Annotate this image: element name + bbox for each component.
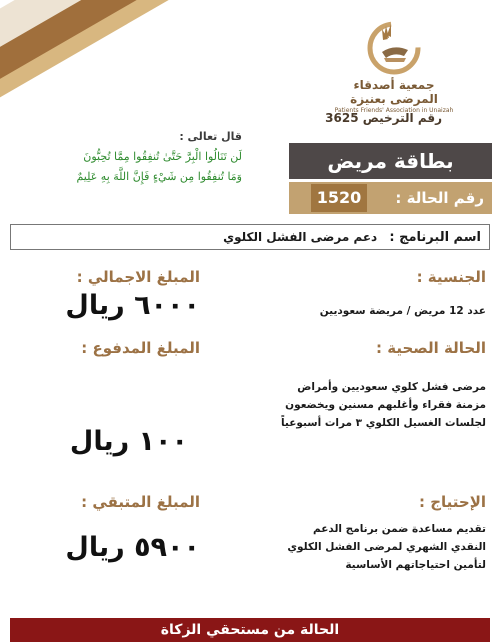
total-amount-value: ٦٠٠٠ ريال (65, 290, 200, 321)
nationality-text: عدد 12 مريض / مريضة سعوديين (319, 305, 486, 317)
need-line-3: لتأمين احتياجاتهم الأساسية (345, 559, 486, 571)
case-number-value: 1520 (311, 184, 367, 212)
remaining-amount-value: ٥٩٠٠ ريال (65, 532, 200, 563)
association-logo (334, 20, 454, 114)
health-heading: الحالة الصحية : (376, 339, 486, 357)
verse-intro: قال تعالى : (179, 130, 242, 143)
remaining-amount-label: المبلغ المتبقي : (81, 493, 200, 511)
health-line-3: لجلسات الغسيل الكلوي ٣ مرات أسبوعياً (280, 417, 486, 429)
decorative-corner-bands (0, 0, 240, 110)
zakat-eligibility-banner: الحالة من مستحقي الزكاة (10, 618, 490, 642)
paid-amount-label: المبلغ المدفوع : (81, 339, 200, 357)
association-name-ar: جمعية أصدقاء المرضى بعنيزة (350, 78, 438, 106)
case-number-row (289, 182, 492, 214)
total-amount-label: المبلغ الاجمالي : (76, 268, 200, 286)
paid-amount-value: ١٠٠ ريال (69, 426, 188, 457)
health-text (281, 378, 486, 432)
verse-line-2: وَمَا تُنفِقُوا مِن شَيْءٍ فَإِنَّ اللَّهَ بِهِ عَلِيمٌ (76, 170, 242, 183)
license-label: رقم الترخيص (362, 111, 442, 125)
license-number (325, 111, 442, 125)
license-value: 3625 (325, 111, 359, 125)
card-title: بطاقة مريض (289, 143, 492, 179)
verse-line-1: لَن تَنَالُوا الْبِرَّ حَتَّىٰ تُنفِقُوا مِمَّا تُحِبُّونَ (83, 150, 242, 163)
case-number-label: رقم الحالة : (395, 189, 484, 207)
handshake-logo-icon (364, 20, 424, 76)
program-row (10, 224, 490, 250)
health-line-2: مزمنة فقراء وأغلبهم مسنين ويخضعون (285, 399, 486, 411)
program-label: اسم البرنامج : (389, 230, 481, 245)
association-name-en: Patients Friends' Association in Unaizah (334, 107, 454, 114)
nationality-heading: الجنسية : (416, 268, 486, 286)
need-line-1: تقديم مساعدة ضمن برنامج الدعم (312, 523, 486, 535)
program-value: دعم مرضى الفشل الكلوي (223, 230, 378, 244)
health-line-1: مرضى فشل كلوي سعوديين وأمراض (297, 381, 486, 393)
need-heading: الإحتياج : (418, 493, 486, 511)
quran-verse (2, 147, 242, 187)
need-line-2: النقدي الشهري لمرضى الفشل الكلوي (287, 541, 486, 553)
need-text (287, 520, 486, 574)
